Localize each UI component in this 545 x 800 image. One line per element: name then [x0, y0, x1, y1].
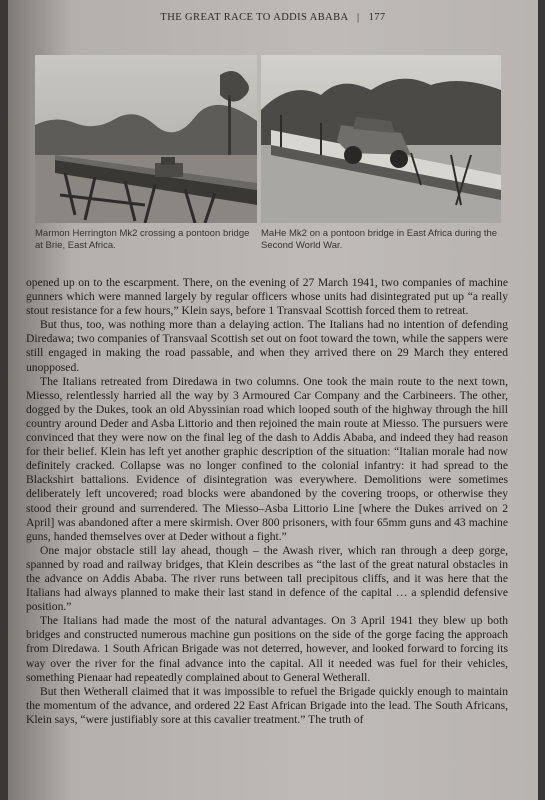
paragraph: But thus, too, was nothing more than a delaying action. The Italians had no intention of defending Diredawa; two companies of Transvaal Scottish set out on foot toward the town, while the sappers were still engaged in making the road passable, and when they arrived there on 29 March they entered unopposed. — [26, 318, 508, 374]
photo-marmon-herrington-bridge — [35, 55, 257, 223]
body-text — [26, 276, 508, 727]
photo-mahe-mk2-pontoon — [261, 55, 501, 223]
paragraph: opened up on to the escarpment. There, on the evening of 27 March 1941, two companies of machine gunners which were manned largely by regular officers whose units had disintegrated put up “a really stout resistance for a few hours,” Klein says, before 1 Transvaal Scottish forced them to retreat. — [26, 276, 508, 318]
photo-1-image — [35, 55, 257, 223]
paragraph: One major obstacle still lay ahead, though – the Awash river, which ran through a deep gorge, spanned by road and railway bridges, that Klein describes as “the last of the great natural obstacles in the advance on Addis Ababa. The river runs between tall precipitous cliffs, and it was here that the Italians had always planned to make their last stand in defence of the capital … a splendid defensive position.” — [26, 543, 508, 614]
paragraph: The Italians retreated from Diredawa in two columns. One took the main route to the next town, Miesso, relentlessly harried all the way by 3 Armoured Car Company and the Carbineers. The other, dogged by the Dukes, took an old Abyssinian road which looped south of the highway through the hill country around Deder and Asba Littorio and then rejoined the main route at Miesso. The pursuers were convinced that they were now on the final leg of the dash to Addis Ababa, and indeed they had reason for their belief. Klein has left yet another graphic description of the situation: “Italian morale had now definitely cracked. Collapse was no longer confined to the colonial infantry: it had spread to the Blackshirt battalions. Evidence of disintegration was everywhere. Demolitions were sometimes deliberately left uncovered; road blocks were abandoned by the covering troops, or otherwise they stood their ground and surrendered. The Miesso–Asba Littorio Line [where the Dukes arrived on 2 April] was abandoned after a mere skirmish. Over 800 prisoners, with four 65mm guns and 43 machine guns, handed themselves over at Deder without a fight.” — [26, 374, 508, 543]
header-title: THE GREAT RACE TO ADDIS ABABA — [160, 12, 348, 23]
photo-2-image — [261, 55, 501, 223]
figure-caption-1: Marmon Herrington Mk2 crossing a pontoon bridge at Brie, East Africa. — [35, 228, 250, 251]
figure-caption-2: MaHe Mk2 on a pontoon bridge in East Africa during the Second World War. — [261, 228, 498, 251]
paragraph: But then Wetherall claimed that it was impossible to refuel the Brigade quickly enough to maintain the momentum of the advance, and ordered 22 East African Brigade into the lead. The South Africans, Klein says, “were justifiably sore at this cavalier treatment.” The truth of — [26, 684, 508, 726]
page-number: 177 — [368, 12, 386, 23]
header-separator: | — [357, 12, 360, 23]
paragraph: The Italians had made the most of the natural advantages. On 3 April 1941 they blew up both bridges and constructed numerous machine gun positions on the side of the gorge facing the approach from Diredawa. 1 South African Brigade was not deterred, however, and looked forward to forcing its way over the river for the final advance into the capital. All it needed was fuel for their vehicles, something Pienaar had repeatedly complained about to General Wetherall. — [26, 614, 508, 684]
book-page — [8, 0, 538, 800]
running-header — [8, 12, 538, 23]
